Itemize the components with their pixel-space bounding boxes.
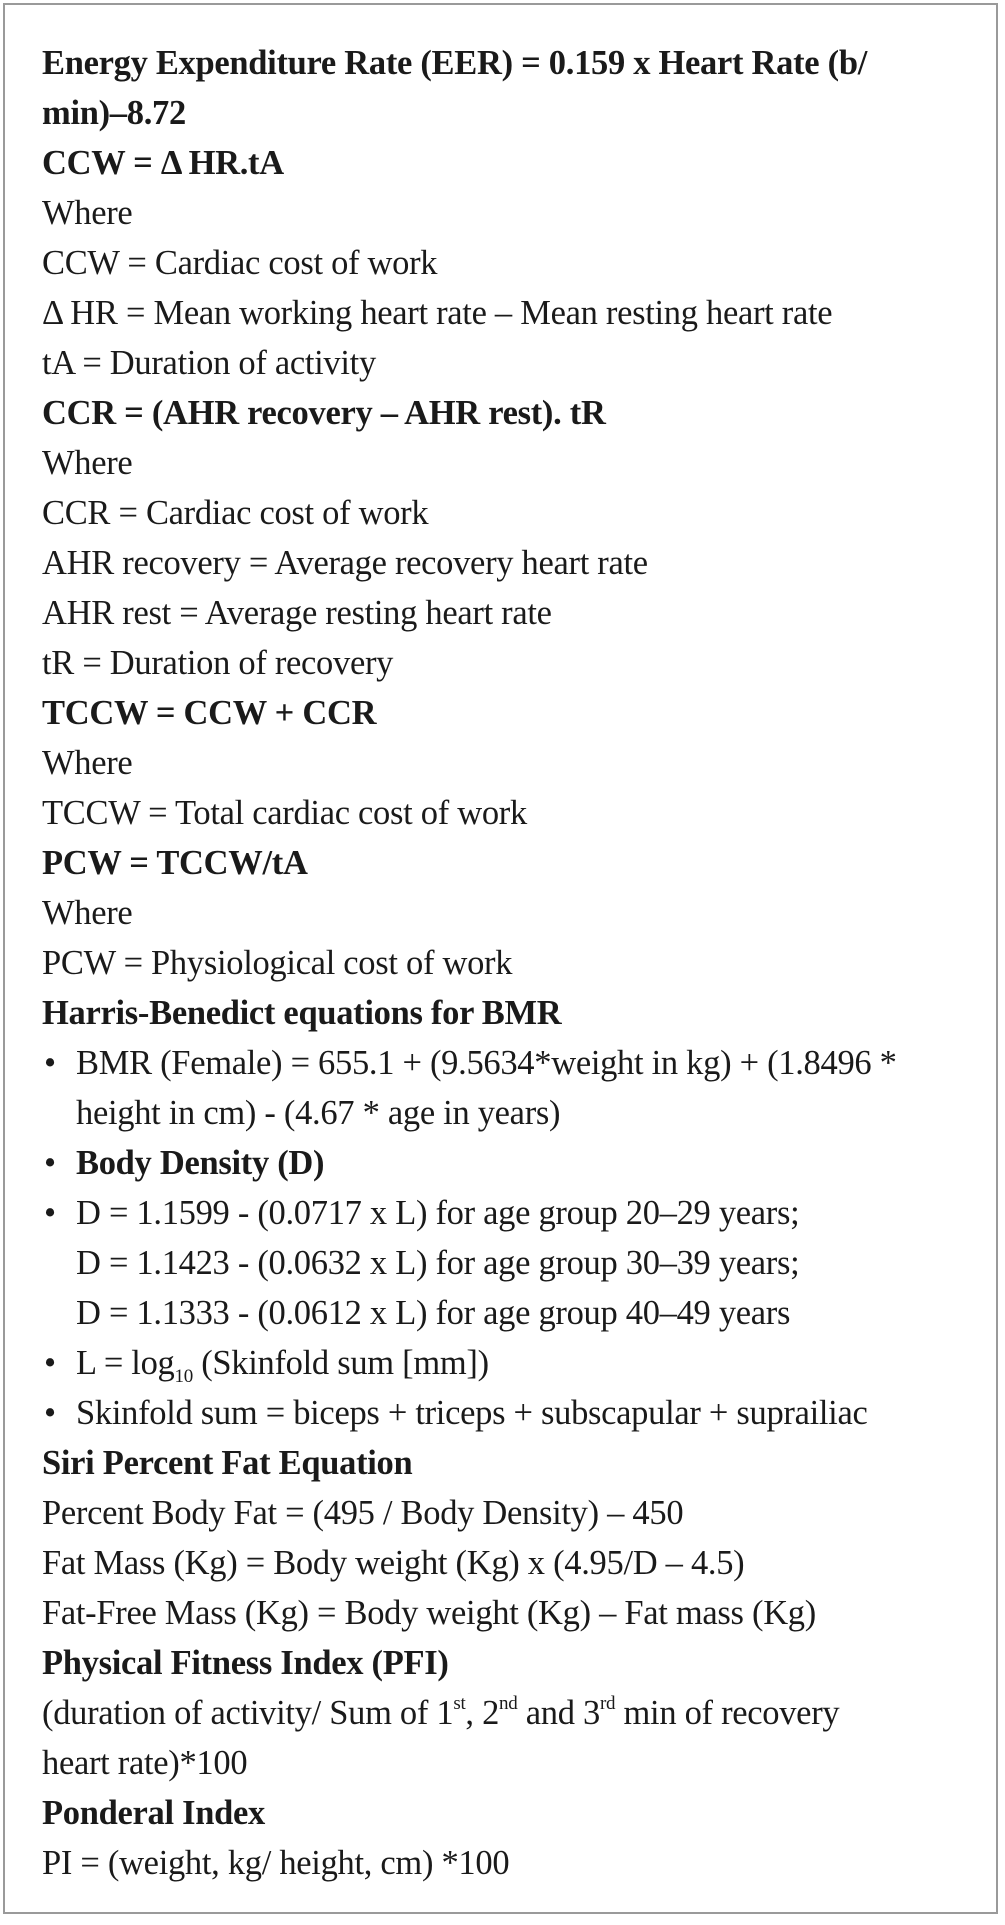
tccw-equation: TCCW = CCW + CCR [42,694,377,732]
pfi-text-c: and 3 [517,1694,600,1732]
pcw-definition: PCW = Physiological cost of work [42,944,513,982]
pfi-text-a: (duration of activity/ Sum of 1 [42,1694,454,1732]
log-argument: (Skinfold sum [mm]) [192,1344,489,1382]
ponderal-index-heading: Ponderal Index [42,1794,265,1832]
formula-content [42,38,977,1888]
where-label: Where [42,194,133,232]
log-text: L = log [76,1344,175,1382]
pfi-equation-line-1 [42,1688,977,1738]
fat-free-mass-equation: Fat-Free Mass (Kg) = Body weight (Kg) – Fat mass (Kg) [42,1594,816,1632]
ahr-rest-definition: AHR rest = Average resting heart rate [42,594,552,632]
body-density-heading: • Body Density (D) [42,1138,977,1188]
siri-heading: Siri Percent Fat Equation [42,1444,413,1482]
ponderal-index-equation: PI = (weight, kg/ height, cm) *100 [42,1844,510,1882]
pfi-heading: Physical Fitness Index (PFI) [42,1644,449,1682]
density-age-30-39: D = 1.1423 - (0.0632 x L) for age group 30–39 years; [76,1244,800,1282]
eer-equation-line-1: Energy Expenditure Rate (EER) = 0.159 x Heart Rate (b/ [42,44,867,82]
skinfold-sum-equation: • Skinfold sum = biceps + triceps + subscapular + suprailiac [42,1388,977,1438]
ccr-definition: CCR = Cardiac cost of work [42,494,429,532]
eer-equation-line-2: min)–8.72 [42,94,186,132]
ccw-definition: CCW = Cardiac cost of work [42,244,438,282]
bmr-female-equation-line-2: height in cm) - (4.67 * age in years) [76,1094,561,1132]
pfi-equation-line-2: heart rate)*100 [42,1744,248,1782]
log-base-subscript: 10 [174,1365,193,1387]
pcw-equation: PCW = TCCW/tA [42,844,308,882]
density-age-40-49: D = 1.1333 - (0.0612 x L) for age group 40–49 years [76,1294,791,1332]
ta-definition: tA = Duration of activity [42,344,376,382]
pfi-text-d: min of recovery [615,1694,840,1732]
formula-box [3,3,998,1914]
pfi-text-b: , 2 [465,1694,500,1732]
density-age-20-29: • D = 1.1599 - (0.0717 x L) for age group 20–29 years; [42,1188,977,1238]
ccr-equation: CCR = (AHR recovery – AHR rest). tR [42,394,606,432]
tr-definition: tR = Duration of recovery [42,644,394,682]
ccw-equation: CCW = Δ HR.tA [42,144,284,182]
where-label: Where [42,744,133,782]
log-skinfold-equation [42,1338,977,1388]
where-label: Where [42,444,133,482]
where-label: Where [42,894,133,932]
pfi-sup-rd: rd [599,1692,616,1714]
fat-mass-equation: Fat Mass (Kg) = Body weight (Kg) x (4.95/D – 4.5) [42,1544,745,1582]
bmr-female-equation-line-1: • BMR (Female) = 655.1 + (9.5634*weight in kg) + (1.8496 * [42,1038,977,1088]
tccw-definition: TCCW = Total cardiac cost of work [42,794,527,832]
percent-body-fat-equation: Percent Body Fat = (495 / Body Density) – 450 [42,1494,684,1532]
delta-hr-definition: Δ HR = Mean working heart rate – Mean resting heart rate [42,294,833,332]
harris-benedict-heading: Harris-Benedict equations for BMR [42,994,562,1032]
pfi-sup-st: st [453,1692,466,1714]
pfi-sup-nd: nd [499,1692,518,1714]
ahr-recovery-definition: AHR recovery = Average recovery heart rate [42,544,648,582]
